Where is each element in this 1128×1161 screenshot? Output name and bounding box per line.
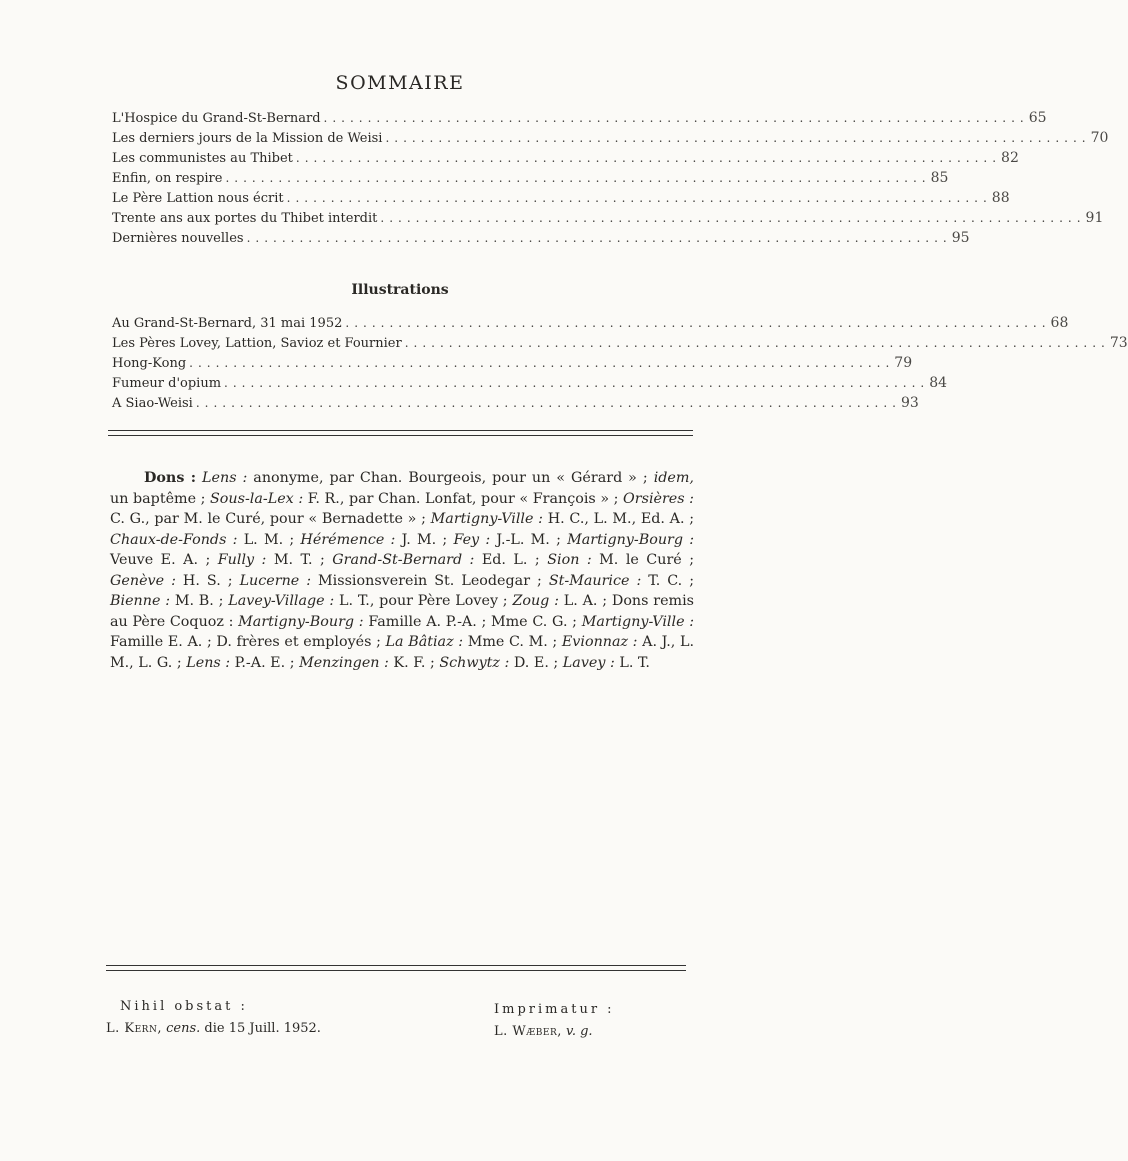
- donor-place: Hérémence :: [300, 531, 396, 548]
- donor-detail: M. le Curé ;: [599, 552, 695, 568]
- donor-detail: Mme C. M. ;: [467, 634, 558, 650]
- illustration-entry-page: 73: [1109, 335, 1128, 351]
- illustration-entry-title: Hong-Kong: [112, 356, 187, 371]
- donor-place: St-Maurice :: [548, 572, 642, 589]
- dot-leader: ................................................................................: [195, 396, 901, 410]
- donor-detail: P.-A. E. ;: [234, 654, 295, 671]
- donor-place: Lavey-Village :: [228, 593, 335, 609]
- donor-detail: C. G., par M. le Curé, pour « Bernadette » ;: [110, 511, 426, 527]
- donor-place: Sion :: [547, 552, 592, 568]
- donations-label: Dons :: [144, 470, 197, 486]
- donor-place: La Bâtiaz :: [385, 634, 464, 650]
- illustration-entry-title: Au Grand-St-Bernard, 31 mai 1952: [112, 316, 343, 331]
- toc-entry-page: 91: [1085, 210, 1104, 226]
- donor-place: Zoug :: [512, 593, 559, 609]
- donor-place: Fey :: [453, 531, 491, 548]
- donor-detail: J. M. ;: [401, 531, 448, 548]
- toc-entry-page: 85: [930, 170, 949, 186]
- dot-leader: ................................................................................: [225, 171, 931, 185]
- dot-leader: ................................................................................: [295, 151, 1002, 165]
- dot-leader: ................................................................................: [286, 191, 992, 205]
- donor-detail: L. T.: [619, 654, 650, 671]
- divider-top-1: [108, 430, 693, 431]
- donor-detail: Famille E. A. ; D. frères et employés ;: [110, 634, 381, 650]
- illustration-entry: [112, 333, 1128, 353]
- donor-detail: L. M. ;: [243, 531, 295, 548]
- donor-place: Fully :: [217, 552, 267, 568]
- toc-entry: [112, 188, 1010, 208]
- donor-place: Sous-la-Lex :: [210, 490, 304, 507]
- illustration-entry: [112, 393, 919, 413]
- toc-entry-title: Enfin, on respire: [112, 171, 223, 186]
- donor-place: Martigny-Bourg :: [567, 531, 695, 548]
- donor-detail: anonyme, par Chan. Bourgeois, pour un « Gérard » ;: [253, 470, 648, 486]
- donor-detail: Ed. L. ;: [481, 552, 540, 568]
- illustration-entry: [112, 313, 1069, 333]
- illustration-entry-title: Les Pères Lovey, Lattion, Savioz et Fournier: [112, 336, 402, 351]
- donor-place: Martigny-Ville :: [430, 511, 543, 527]
- illustration-entry-page: 93: [900, 395, 919, 411]
- vicar-name: L. Wæber,: [494, 1024, 562, 1039]
- toc-entry: [112, 148, 1019, 168]
- toc-entry: [112, 168, 949, 188]
- donor-detail: F. R., par Chan. Lonfat, pour « François » ;: [307, 490, 619, 507]
- donor-place: Bienne :: [110, 593, 171, 609]
- illustration-entry-page: 79: [894, 355, 913, 371]
- toc-entry-title: L'Hospice du Grand-St-Bernard: [112, 111, 321, 126]
- table-of-contents: [112, 108, 1109, 248]
- page-title: SOMMAIRE: [335, 72, 465, 94]
- dot-leader: ................................................................................: [385, 131, 1091, 145]
- toc-entry-page: 70: [1090, 130, 1109, 146]
- toc-entry-title: Trente ans aux portes du Thibet interdit: [112, 211, 378, 226]
- donor-detail: Missionsverein St. Leodegar ;: [318, 572, 542, 589]
- donor-place: Lavey :: [562, 654, 615, 671]
- censor-role: cens.: [166, 1021, 201, 1036]
- divider-top-2: [108, 435, 693, 436]
- illustration-entry-page: 84: [929, 375, 948, 391]
- illustration-entry: [112, 353, 913, 373]
- nihil-obstat-label: Nihil obstat :: [120, 999, 248, 1014]
- donor-place: Chaux-de-Fonds :: [110, 531, 238, 548]
- toc-entry-title: Les derniers jours de la Mission de Weisi: [112, 131, 383, 146]
- donor-place: Evionnaz :: [561, 634, 638, 650]
- donor-detail: Veuve E. A. ;: [110, 552, 211, 568]
- censor-date: die 15 Juill. 1952.: [204, 1021, 321, 1036]
- toc-entry-page: 95: [951, 230, 970, 246]
- vicar-role: v. g.: [566, 1024, 593, 1039]
- dot-leader: ................................................................................: [224, 376, 930, 390]
- illustration-entry-title: Fumeur d'opium: [112, 376, 222, 391]
- donor-place: Orsières :: [623, 490, 694, 507]
- toc-entry-title: Les communistes au Thibet: [112, 151, 293, 166]
- donor-detail: D. E. ;: [513, 654, 559, 671]
- donor-detail: un baptême ;: [110, 490, 206, 507]
- dot-leader: ................................................................................: [246, 231, 952, 245]
- donor-place: Grand-St-Bernard :: [332, 552, 475, 568]
- donor-detail: A. J., L. M., L. G. ;: [110, 634, 695, 671]
- dot-leader: ................................................................................: [189, 356, 895, 370]
- imprimatur-label: Imprimatur :: [494, 1002, 615, 1017]
- dot-leader: ................................................................................: [345, 316, 1051, 330]
- toc-entry: [112, 108, 1047, 128]
- donor-detail: K. F. ;: [393, 654, 435, 671]
- toc-entry: [112, 208, 1104, 228]
- donor-detail: L. A. ; Dons remis au Père Coquoz :: [110, 593, 695, 630]
- imprimatur-line: [494, 1021, 615, 1043]
- censor-name: L. Kern,: [106, 1021, 162, 1036]
- donor-detail: M. B. ;: [174, 593, 224, 609]
- donor-place: Lucerne :: [239, 572, 312, 589]
- illustrations-heading: Illustrations: [351, 282, 449, 298]
- illustration-entry-page: 68: [1050, 315, 1069, 331]
- donor-detail: H. S. ;: [182, 572, 233, 589]
- donor-detail: L. T., pour Père Lovey ;: [339, 593, 508, 609]
- donor-detail: T. C. ;: [648, 572, 695, 589]
- donor-place: Menzingen :: [299, 654, 389, 671]
- toc-entry: [112, 128, 1109, 148]
- donor-place: Lens :: [202, 470, 248, 486]
- donor-detail: J.-L. M. ;: [496, 531, 561, 548]
- donor-place: Schwytz :: [439, 654, 510, 671]
- donor-place: idem,: [653, 470, 694, 486]
- donor-detail: M. T. ;: [273, 552, 325, 568]
- toc-entry: [112, 228, 970, 248]
- nihil-obstat-line: [106, 1018, 321, 1040]
- nihil-obstat-block: [106, 996, 321, 1040]
- imprimatur-block: [494, 999, 615, 1043]
- illustration-entry: [112, 373, 948, 393]
- donor-detail: H. C., L. M., Ed. A. ;: [547, 511, 695, 527]
- illustration-entry-title: A Siao-Weisi: [112, 396, 193, 411]
- toc-entry-page: 88: [991, 190, 1010, 206]
- dot-leader: ................................................................................: [323, 111, 1029, 125]
- dot-leader: ................................................................................: [404, 336, 1110, 350]
- donor-place: Martigny-Ville :: [581, 613, 695, 630]
- donor-place: Genève :: [110, 572, 176, 589]
- toc-entry-page: 65: [1028, 110, 1047, 126]
- divider-bottom-1: [106, 965, 686, 966]
- toc-entry-title: Dernières nouvelles: [112, 231, 244, 246]
- donor-detail: Famille A. P.-A. ; Mme C. G. ;: [368, 613, 578, 630]
- donor-place: Martigny-Bourg :: [238, 613, 364, 630]
- divider-bottom-2: [106, 970, 686, 971]
- toc-entry-title: Le Père Lattion nous écrit: [112, 191, 284, 206]
- illustrations-list: [112, 313, 1128, 413]
- donations-paragraph: [110, 468, 694, 673]
- donor-place: Lens :: [186, 654, 231, 671]
- toc-entry-page: 82: [1001, 150, 1019, 166]
- dot-leader: ................................................................................: [380, 211, 1086, 225]
